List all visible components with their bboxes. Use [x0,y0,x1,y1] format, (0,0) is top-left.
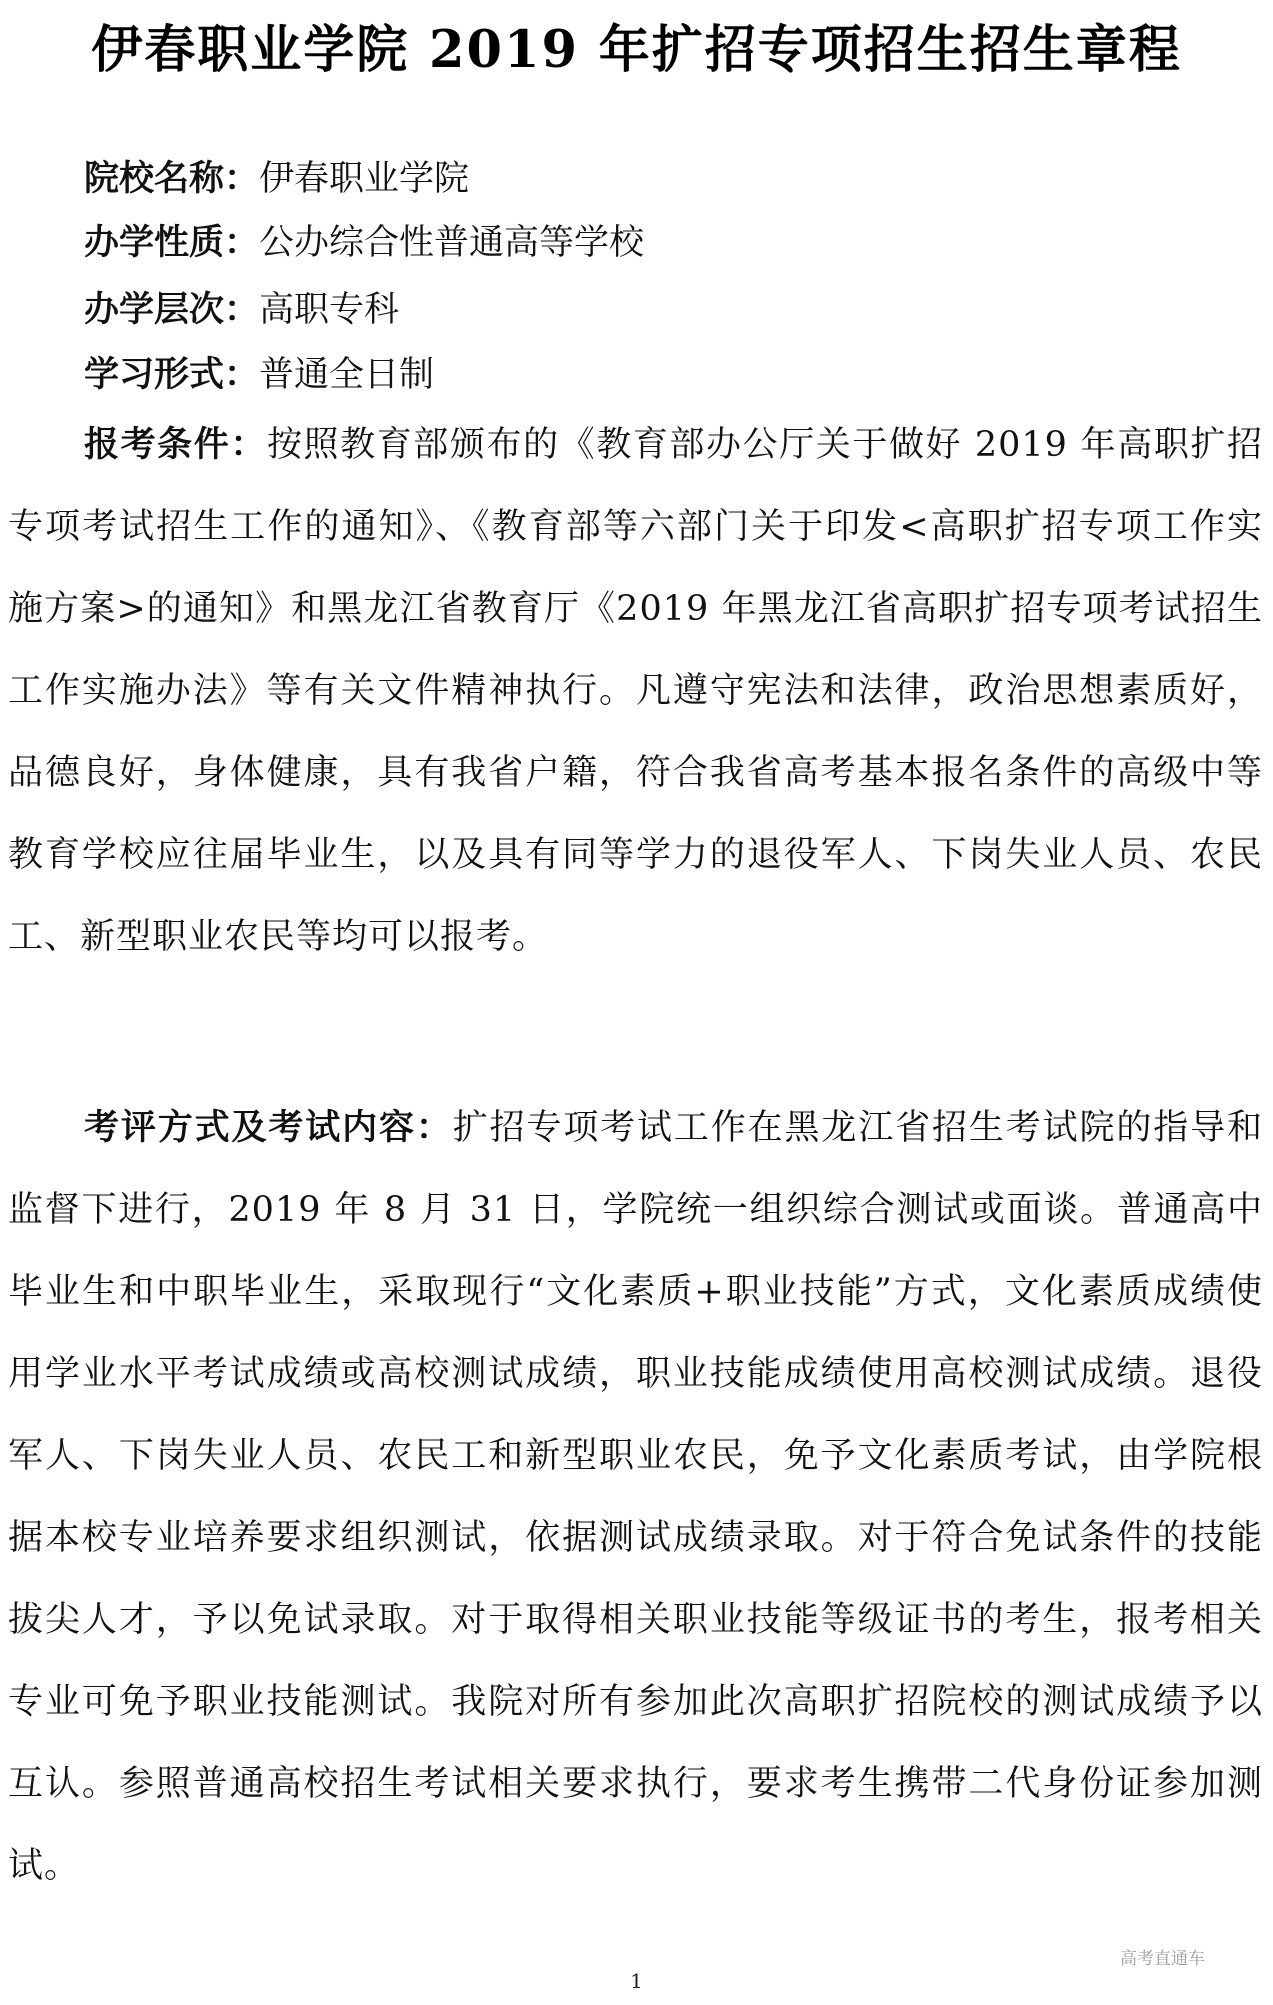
section-label: 考评方式及考试内容： [84,1108,453,1148]
field-label: 办学层次： [84,290,260,330]
section-assessment [8,1087,1263,1907]
section-label: 报考条件： [84,425,267,465]
field-label: 院校名称： [84,159,260,199]
field-value: 公办综合性普通高等学校 [259,223,645,263]
watermark: 高考直通车 [1120,1949,1205,1969]
field-school-level [84,285,399,335]
section-eligibility [8,404,1263,978]
field-value: 伊春职业学院 [259,159,470,199]
field-institution-name [84,154,469,204]
field-value: 普通全日制 [259,355,435,395]
field-value: 高职专科 [259,290,400,330]
field-label: 办学性质： [84,223,260,263]
section-text: 按照教育部颁布的《教育部办公厅关于做好 2019 年高职扩招专项考试招生工作的通知》、《教育部等六部门关于印发<高职扩招专项工作实施方案>的通知》和黑龙江省教育厅《2019 年黑龙江省高职扩招专项考试招生工作实施办法》等有关文件精神执行。凡遵守宪法和法律，政治思想素质好，品德良好，身体健康，具有我省户籍，符合我省高考基本报名条件的高级中等教育学校应往届毕业生，以及具有同等学力的退役军人、下岗失业人员、农民工、新型职业农民等均可以报考。 [8,425,1263,957]
field-school-type [84,218,644,268]
page-number: 1 [630,1969,643,1993]
field-study-form [84,350,434,400]
field-label: 学习形式： [84,355,260,395]
section-text: 扩招专项考试工作在黑龙江省招生考试院的指导和监督下进行，2019 年 8 月 31 日，学院统一组织综合测试或面谈。普通高中毕业生和中职毕业生，采取现行“文化素质+职业技能”方式，文化素质成绩使用学业水平考试成绩或高校测试成绩，职业技能成绩使用高校测试成绩。退役军人、下岗失业人员、农民工和新型职业农民，免予文化素质考试，由学院根据本校专业培养要求组织测试，依据测试成绩录取。对于符合免试条件的技能拔尖人才，予以免试录取。对于取得相关职业技能等级证书的考生，报考相关专业可免予职业技能测试。我院对所有参加此次高职扩招院校的测试成绩予以互认。参照普通高校招生考试相关要求执行，要求考生携带二代身份证参加测试。 [8,1108,1263,1886]
document-title: 伊春职业学院 2019 年扩招专项招生招生章程 [91,20,1182,80]
